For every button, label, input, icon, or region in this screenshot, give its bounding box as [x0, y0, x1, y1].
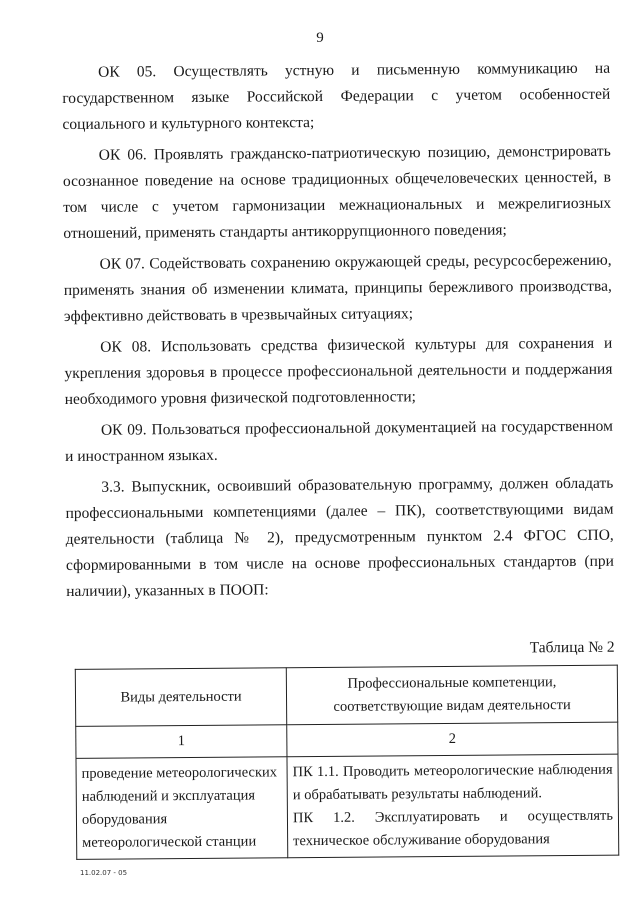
- competencies-table: [75, 665, 619, 860]
- paragraph-ok05: ОК 05. Осуществлять устную и письменную коммуникацию на государственном языке Российской Федерации с учетом особенностей социального и культурного контекста;: [62, 59, 611, 133]
- activity-cell: проведение метеорологических наблюдений и эксплуатация оборудования метеорологической станции: [76, 757, 288, 860]
- header-competencies: Профессиональные компетенции, соответствующие видам деятельности: [286, 665, 617, 725]
- column-number-1: 1: [76, 725, 287, 759]
- table-number-row: [76, 722, 618, 758]
- competencies-cell: [287, 754, 619, 858]
- pk-1-1: ПК 1.1. Проводить метеорологические наблюдения и обрабатывать результаты наблюдений.: [292, 761, 613, 804]
- paragraph-3-3: 3.3. Выпускник, освоивший образовательную программу, должен обладать профессиональными компетенциями (далее – ПК), соответствующими видам деятельности (таблица № 2), предусмотренным пунктом 2.4 ФГОС СПО, сформированными в том числе на основе профессиональных стандартов (при наличии), указанных в ПООП:: [65, 474, 615, 600]
- paragraph-ok09: ОК 09. Пользоваться профессиональной документацией на государственном и иностранном языках.: [65, 417, 613, 465]
- paragraph-ok08: ОК 08. Использовать средства физической культуры для сохранения и укрепления здоровья в процессе профессиональной деятельности и поддержания необходимого уровня физической подготовленности;: [64, 334, 613, 408]
- footer-code: 11.02.07 - 05: [80, 869, 128, 877]
- paragraph-ok07: ОК 07. Содействовать сохранению окружающей среды, ресурсосбережению, применять знания об изменении климата, принципы бережливого производства, эффективно действовать в чрезвычайных ситуациях;: [63, 251, 612, 325]
- table-row: [76, 754, 619, 859]
- column-number-2: 2: [287, 722, 618, 757]
- pk-1-2: ПК 1.2. Эксплуатировать и осуществлять техническое обслуживание оборудования: [292, 807, 614, 850]
- document-body: [62, 56, 616, 860]
- paragraph-ok06: ОК 06. Проявлять гражданско-патриотическую позицию, демонстрировать осознанное поведение на основе традиционных общечеловеческих ценностей, в том числе с учетом гармонизации межнациональных и межрелигиозных отношений, применять стандарты антикоррупционного поведения;: [62, 142, 612, 242]
- table-header-row: [75, 665, 617, 726]
- table-caption: Таблица № 2: [529, 638, 615, 657]
- header-activity: Виды деятельности: [75, 668, 286, 727]
- page-number: 9: [316, 30, 324, 46]
